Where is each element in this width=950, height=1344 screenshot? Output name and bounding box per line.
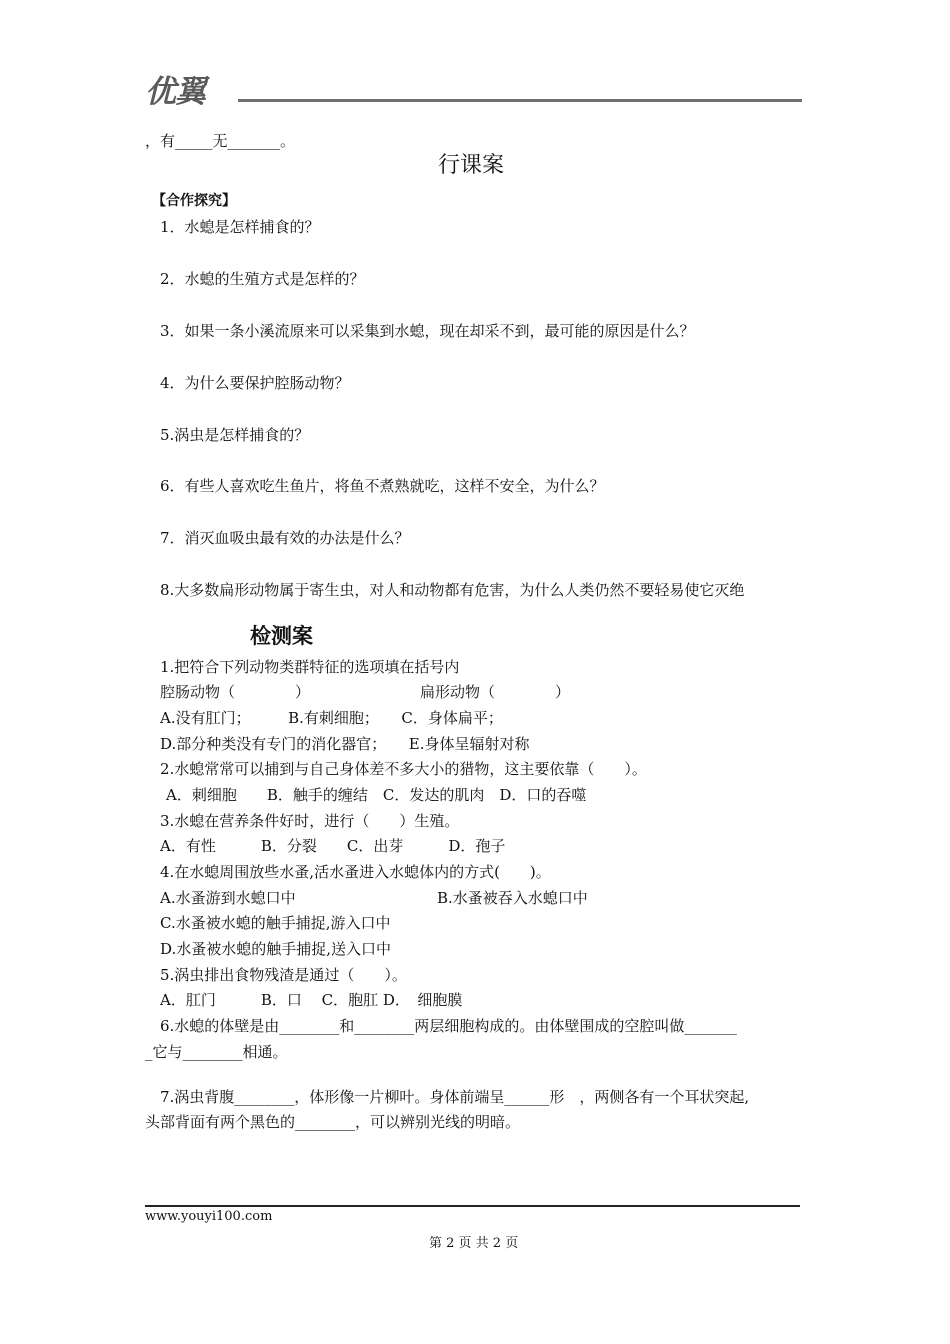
test-line: 扁形动物（ ） bbox=[420, 683, 571, 701]
question-4: 4．为什么要保护腔肠动物？ bbox=[160, 374, 350, 392]
test-line: 4.在水螅周围放些水蚤,活水蚤进入水螅体内的方式( )。 bbox=[160, 863, 551, 881]
question-6: 6．有些人喜欢吃生鱼片，将鱼不煮熟就吃，这样不安全，为什么？ bbox=[160, 477, 605, 495]
test-line: _它与________相通。 bbox=[145, 1043, 288, 1061]
section-title-lesson: 行课案 bbox=[438, 153, 505, 178]
test-line: 3.水螅在营养条件好时，进行（ ）生殖。 bbox=[160, 812, 460, 830]
test-line: 1.把符合下列动物类群特征的选项填在括号内 bbox=[160, 658, 460, 676]
question-2: 2．水螅的生殖方式是怎样的？ bbox=[160, 270, 365, 288]
question-5: 5.涡虫是怎样捕食的？ bbox=[160, 426, 310, 444]
test-line: A.没有肛门； B.有刺细胞； C．身体扁平； bbox=[160, 709, 503, 727]
test-line: 5.涡虫排出食物残渣是通过（ ）。 bbox=[160, 966, 407, 984]
section-title-test: 检测案 bbox=[250, 624, 313, 648]
test-line: A．刺细胞 B．触手的缠结 C．发达的肌肉 D．口的吞噬 bbox=[166, 786, 587, 804]
test-line: 6.水螅的体壁是由________和________两层细胞构成的。由体壁围成的空腔叫做_______ bbox=[160, 1017, 737, 1035]
question-1: 1．水螅是怎样捕食的？ bbox=[160, 218, 320, 236]
test-line: 头部背面有两个黑色的________，可以辨别光线的明暗。 bbox=[145, 1113, 521, 1131]
test-line: A．有性 B．分裂 C．出芽 D．孢子 bbox=[160, 837, 506, 855]
section-heading: 【合作探究】 bbox=[152, 193, 236, 209]
test-line: 2.水螅常常可以捕到与自己身体差不多大小的猎物，这主要依靠（ ）。 bbox=[160, 760, 647, 778]
test-line: D.部分种类没有专门的消化器官； E.身体呈辐射对称 bbox=[160, 735, 530, 753]
test-line: A．肛门 B．口 C．胞肛 D． 细胞膜 bbox=[160, 991, 463, 1009]
page-number: 第 2 页 共 2 页 bbox=[429, 1236, 519, 1251]
test-line: D.水蚤被水螅的触手捕捉,送入口中 bbox=[160, 940, 392, 958]
header-divider bbox=[238, 99, 802, 102]
footer-website: www.youyi100.com bbox=[145, 1209, 273, 1224]
footer-divider bbox=[145, 1205, 800, 1207]
logo: 优翼 bbox=[145, 74, 205, 110]
question-7: 7．消灭血吸虫最有效的办法是什么？ bbox=[160, 529, 410, 547]
test-line: C.水蚤被水螅的触手捕捉,游入口中 bbox=[160, 914, 391, 932]
question-8: 8.大多数扁形动物属于寄生虫，对人和动物都有危害，为什么人类仍然不要轻易使它灭绝 bbox=[160, 581, 745, 599]
test-line: B.水蚤被吞入水螅口中 bbox=[437, 889, 588, 907]
test-line: A.水蚤游到水螅口中 bbox=[160, 889, 296, 907]
test-line: 7.涡虫背腹________，体形像一片柳叶。身体前端呈______形 ，两侧各有一个耳状突起, bbox=[160, 1088, 750, 1106]
test-line: 腔肠动物（ ） bbox=[160, 683, 311, 701]
question-3: 3．如果一条小溪流原来可以采集到水螅，现在却采不到，最可能的原因是什么？ bbox=[160, 322, 695, 340]
fill-in-line: ，有_____无_______。 bbox=[145, 132, 296, 150]
